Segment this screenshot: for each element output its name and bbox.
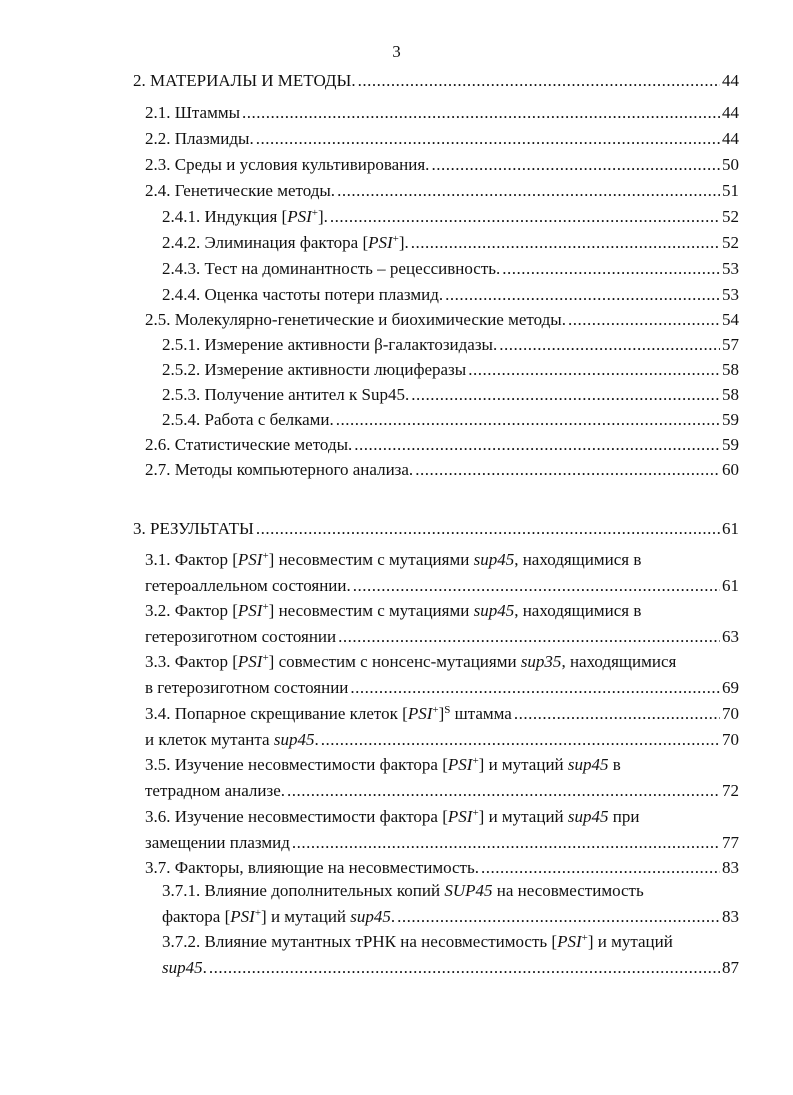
toc-entry-2-5-2[interactable]	[162, 359, 739, 381]
dot-leader	[292, 832, 720, 854]
toc-page-ref: 83	[722, 907, 739, 926]
toc-entry-3-3-line[interactable]	[145, 677, 739, 699]
toc-entry-title: 2.7. Методы компьютерного анализа.	[145, 460, 414, 479]
dot-leader	[445, 284, 720, 306]
dot-leader	[431, 154, 720, 176]
toc-page-ref: 61	[722, 576, 739, 595]
toc-entry-title-cont: sup45.	[162, 958, 207, 977]
toc-entry-3-7[interactable]	[145, 857, 739, 879]
toc-entry-title-cont: в гетерозиготном состоянии	[145, 678, 349, 697]
toc-entry-title: 2.2. Плазмиды.	[145, 129, 254, 148]
dot-leader	[338, 626, 720, 648]
toc-entry-cont[interactable]	[145, 729, 739, 751]
toc-entry-2-7[interactable]	[145, 459, 739, 481]
dot-leader	[330, 206, 720, 228]
toc-page-ref: 53	[722, 285, 739, 304]
dot-leader	[337, 180, 720, 202]
dot-leader	[287, 780, 720, 802]
toc-page-ref: 61	[722, 519, 739, 538]
toc-entry-3-3-title: 3.3. Фактор [PSI+] совместим с нонсенс-мутациями sup35, находящимися	[145, 652, 677, 671]
toc-page-ref: 59	[722, 435, 739, 454]
toc-entry-title-cont: фактора [PSI+] и мутаций sup45.	[162, 907, 396, 926]
dot-leader	[256, 128, 720, 150]
toc-entry-title: 2.5. Молекулярно-генетические и биохимические методы.	[145, 310, 566, 329]
toc-entry-title: 2.4.3. Тест на доминантность – рецессивность.	[162, 259, 501, 278]
dot-leader	[415, 459, 720, 481]
toc-page-ref: 44	[722, 129, 739, 148]
toc-page-ref: 83	[722, 858, 739, 877]
toc-entry-2-5[interactable]	[145, 309, 739, 331]
toc-page-ref: 69	[722, 678, 739, 697]
toc-entry-title-cont: гетерозиготном состоянии	[145, 627, 337, 646]
toc-entry-title: 2.5.3. Получение антител к Sup45.	[162, 385, 410, 404]
toc-entry-title: 2.5.2. Измерение активности люциферазы	[162, 360, 467, 379]
toc-entry-2-4[interactable]	[145, 180, 739, 202]
toc-page-ref: 58	[722, 360, 739, 379]
toc-page-ref: 50	[722, 155, 739, 174]
dot-leader	[354, 434, 720, 456]
dot-leader	[481, 857, 720, 879]
toc-entry-title: 2.4. Генетические методы.	[145, 181, 336, 200]
toc-page-ref: 60	[722, 460, 739, 479]
dot-leader	[321, 729, 720, 751]
toc-entry-3-1-line[interactable]	[145, 575, 739, 597]
toc-entry-3[interactable]	[133, 518, 739, 540]
toc-entry-title: 2.3. Среды и условия культивирования.	[145, 155, 430, 174]
toc-entry-title-cont: тетрадном анализе.	[145, 781, 286, 800]
toc-entry-2-4-1[interactable]	[162, 206, 739, 228]
toc-entry-2-5-4[interactable]	[162, 409, 739, 431]
toc-page-ref: 72	[722, 781, 739, 800]
toc-entry-3-5-line[interactable]	[145, 780, 739, 802]
toc-entry-2-1[interactable]	[145, 102, 739, 124]
toc-page-ref: 44	[722, 71, 739, 90]
dot-leader	[242, 102, 720, 124]
toc-page-ref: 87	[722, 958, 739, 977]
toc-page-ref: 51	[722, 181, 739, 200]
toc-page-ref: 53	[722, 259, 739, 278]
dot-leader	[256, 518, 720, 540]
toc-entry-2-4-3[interactable]	[162, 258, 739, 280]
dot-leader	[411, 384, 720, 406]
toc-entry-3-7-1-line[interactable]	[162, 906, 739, 928]
toc-entry-title: 2.4.2. Элиминация фактора [PSI+].	[162, 233, 409, 252]
toc-entry-title: 2. МАТЕРИАЛЫ И МЕТОДЫ.	[133, 71, 356, 90]
toc-entry-title: 2.5.4. Работа с белками.	[162, 410, 334, 429]
page-number: 3	[392, 42, 401, 61]
dot-leader	[353, 575, 720, 597]
toc-page-ref: 52	[722, 207, 739, 226]
dot-leader	[568, 309, 720, 331]
toc-entry-title: 3.7. Факторы, влияющие на несовместимость.	[145, 858, 479, 877]
dot-leader	[397, 906, 720, 928]
toc-entry-title: 2.6. Статистические методы.	[145, 435, 353, 454]
dot-leader	[350, 677, 720, 699]
dot-leader	[502, 258, 720, 280]
toc-entry-2-5-1[interactable]	[162, 334, 739, 356]
toc-page-ref: 57	[722, 335, 739, 354]
toc-entry-title: 2.4.4. Оценка частоты потери плазмид.	[162, 285, 444, 304]
dot-leader	[336, 409, 720, 431]
toc-page-ref: 70	[722, 704, 739, 723]
toc-page-ref: 58	[722, 385, 739, 404]
toc-entry-3-6-line[interactable]	[145, 832, 739, 854]
toc-entry-3-2-line[interactable]	[145, 626, 739, 648]
toc-entry-title: и клеток мутанта sup45.	[145, 730, 319, 749]
toc-entry-3-6-title: 3.6. Изучение несовместимости фактора [PSI+] и мутаций sup45 при	[145, 807, 640, 826]
dot-leader	[358, 70, 720, 92]
toc-entry-2-5-3[interactable]	[162, 384, 739, 406]
toc-entry-3-4[interactable]	[145, 703, 739, 725]
toc-entry-title-cont: замещении плазмид	[145, 833, 290, 852]
toc-entry-3-7-2-line[interactable]	[162, 957, 739, 979]
toc-entry-2-2[interactable]	[145, 128, 739, 150]
toc-entry-title: 2.4.1. Индукция [PSI+].	[162, 207, 328, 226]
toc-entry-title-cont: гетероаллельном состоянии.	[145, 576, 351, 595]
toc-entry-2-3[interactable]	[145, 154, 739, 176]
toc-entry-2-4-4[interactable]	[162, 284, 739, 306]
dot-leader	[209, 957, 720, 979]
toc-page-ref: 54	[722, 310, 739, 329]
toc-entry-3-2-title: 3.2. Фактор [PSI+] несовместим с мутациями sup45, находящимися в	[145, 601, 642, 620]
toc-page-ref: 52	[722, 233, 739, 252]
dot-leader	[514, 703, 720, 725]
dot-leader	[499, 334, 720, 356]
toc-entry-2[interactable]	[133, 70, 739, 92]
toc-entry-3-7-2-title: 3.7.2. Влияние мутантных тРНК на несовместимость [PSI+] и мутаций	[162, 932, 673, 951]
toc-entry-title: 3.4. Попарное скрещивание клеток $[PSI^+]^S$ штамма	[145, 704, 512, 723]
toc-entry-2-6[interactable]	[145, 434, 739, 456]
toc-entry-2-4-2[interactable]	[162, 232, 739, 254]
toc-entry-3-7-1-title: 3.7.1. Влияние дополнительных копий SUP45 на несовместимость	[162, 881, 644, 900]
toc-entry-title: 3. РЕЗУЛЬТАТЫ	[133, 519, 254, 538]
toc-page-ref: 44	[722, 103, 739, 122]
toc-page-ref: 70	[722, 730, 739, 749]
toc-entry-title: 2.1. Штаммы	[145, 103, 241, 122]
toc-page-ref: 63	[722, 627, 739, 646]
toc-page-ref: 59	[722, 410, 739, 429]
toc-entry-3-5-title: 3.5. Изучение несовместимости фактора [PSI+] и мутаций sup45 в	[145, 755, 621, 774]
dot-leader	[468, 359, 720, 381]
toc-page-ref: 77	[722, 833, 739, 852]
toc-entry-title: 2.5.1. Измерение активности β-галактозидазы.	[162, 335, 498, 354]
toc-entry-3-1-title: 3.1. Фактор [PSI+] несовместим с мутациями sup45, находящимися в	[145, 550, 642, 569]
dot-leader	[411, 232, 720, 254]
